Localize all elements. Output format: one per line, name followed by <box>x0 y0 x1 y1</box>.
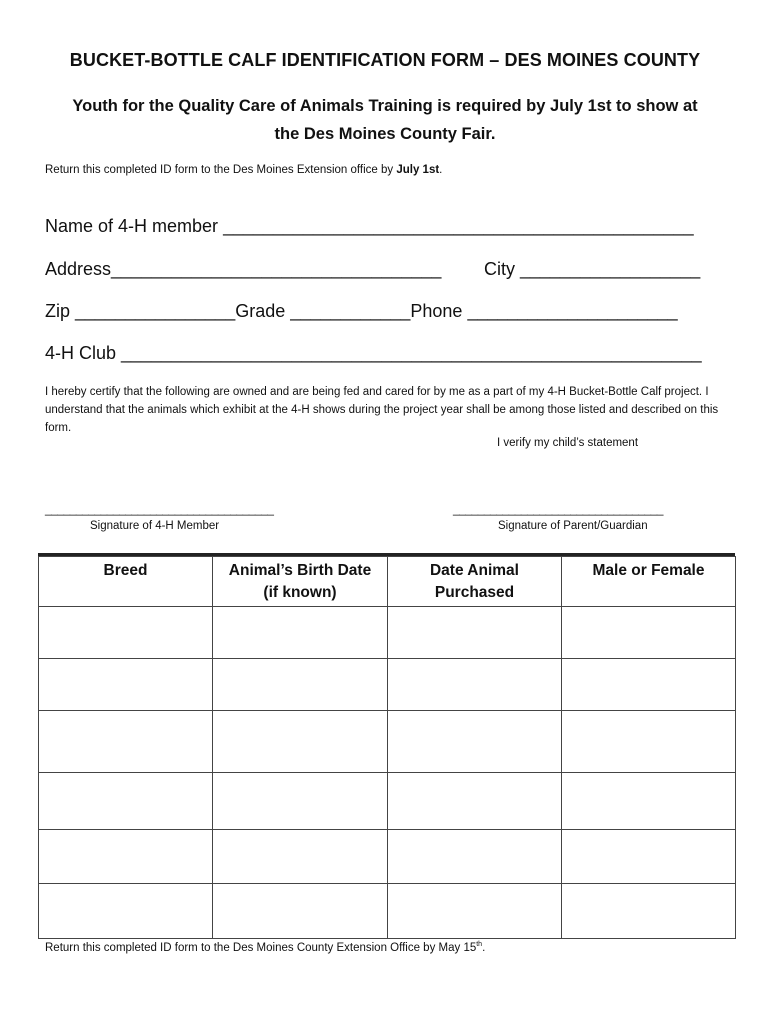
breed-cell[interactable] <box>39 884 213 939</box>
phone-field[interactable]: _____________________ <box>467 301 678 321</box>
grade-field[interactable]: ____________ <box>290 301 411 321</box>
club-field[interactable]: __________________________________________________________ <box>121 343 702 363</box>
address-field[interactable]: _________________________________ <box>111 259 442 279</box>
purchase-date-cell[interactable] <box>388 884 562 939</box>
return-notice-top-text: Return this completed ID form to the Des Moines Extension office by <box>45 164 397 176</box>
return-notice-bottom <box>45 941 485 954</box>
sex-cell[interactable] <box>562 830 736 884</box>
return-notice-bottom-end: . <box>482 941 486 954</box>
table-row <box>39 711 736 773</box>
breed-header: Breed <box>39 557 213 607</box>
training-requirement-line-2: the Des Moines County Fair. <box>274 125 496 143</box>
return-notice-bottom-text: Return this completed ID form to the Des Moines County Extension Office by May 15 <box>45 941 477 954</box>
table-row <box>39 659 736 711</box>
zip-label: Zip <box>45 301 71 321</box>
sex-header: Male or Female <box>562 557 736 607</box>
parent-verification: I verify my child’s statement <box>497 437 639 449</box>
birth-date-cell[interactable] <box>213 830 388 884</box>
sex-cell[interactable] <box>562 884 736 939</box>
table-row <box>39 773 736 830</box>
city-row <box>484 259 700 280</box>
sex-cell[interactable] <box>562 607 736 659</box>
birth-date-cell[interactable] <box>213 711 388 773</box>
purchase-date-cell[interactable] <box>388 773 562 830</box>
training-requirement-notice <box>40 92 730 148</box>
purchase-date-cell[interactable] <box>388 607 562 659</box>
breed-cell[interactable] <box>39 711 213 773</box>
birth-date-cell[interactable] <box>213 884 388 939</box>
form-title: BUCKET-BOTTLE CALF IDENTIFICATION FORM – DES MOINES COUNTY <box>69 50 701 70</box>
birth-date-cell[interactable] <box>213 773 388 830</box>
member-name-field[interactable]: _______________________________________________ <box>223 216 694 236</box>
sex-cell[interactable] <box>562 659 736 711</box>
table-row <box>39 607 736 659</box>
breed-cell[interactable] <box>39 830 213 884</box>
member-name-label: Name of 4-H member <box>45 216 219 236</box>
member-signature-field[interactable]: _____________________________________ <box>45 502 274 516</box>
club-label: 4-H Club <box>45 343 117 363</box>
city-field[interactable]: __________________ <box>520 259 701 279</box>
zip-grade-phone-row <box>45 301 678 322</box>
purchase-date-cell[interactable] <box>388 830 562 884</box>
animal-table <box>38 556 736 939</box>
breed-cell[interactable] <box>39 659 213 711</box>
table-row <box>39 830 736 884</box>
member-name-row <box>45 216 694 237</box>
address-row <box>45 259 441 280</box>
table-header-row <box>39 557 736 607</box>
purchase-date-header: Date Animal Purchased <box>388 557 562 607</box>
breed-cell[interactable] <box>39 773 213 830</box>
sex-cell[interactable] <box>562 711 736 773</box>
certification-statement: I hereby certify that the following are owned and are being fed and cared for by me as a part of my 4-H Bucket-Bottle Calf project. I understand that the animals which exhibit at the 4-H shows during the project year shall be among those listed and described on this form. <box>45 386 719 434</box>
return-notice-top <box>45 164 442 176</box>
parent-signature-field[interactable]: __________________________________ <box>453 502 663 516</box>
return-notice-top-end: . <box>439 164 443 176</box>
address-label: Address <box>45 259 112 279</box>
birth-date-cell[interactable] <box>213 607 388 659</box>
city-label: City <box>484 259 515 279</box>
training-requirement-line-1: Youth for the Quality Care of Animals Training is required by July 1st to show at <box>72 97 698 115</box>
return-notice-bottom-suffix: th <box>476 941 483 948</box>
breed-cell[interactable] <box>39 607 213 659</box>
purchase-date-cell[interactable] <box>388 659 562 711</box>
sex-cell[interactable] <box>562 773 736 830</box>
table-row <box>39 884 736 939</box>
parent-signature-label: Signature of Parent/Guardian <box>498 520 648 532</box>
return-deadline: July 1st <box>396 164 440 176</box>
member-signature-label: Signature of 4-H Member <box>90 520 220 532</box>
grade-label: Grade <box>235 301 286 321</box>
birth-date-cell[interactable] <box>213 659 388 711</box>
zip-field[interactable]: ________________ <box>75 301 236 321</box>
club-row <box>45 343 702 364</box>
purchase-date-cell[interactable] <box>388 711 562 773</box>
birth-date-header: Animal’s Birth Date (if known) <box>213 557 388 607</box>
phone-label: Phone <box>410 301 463 321</box>
